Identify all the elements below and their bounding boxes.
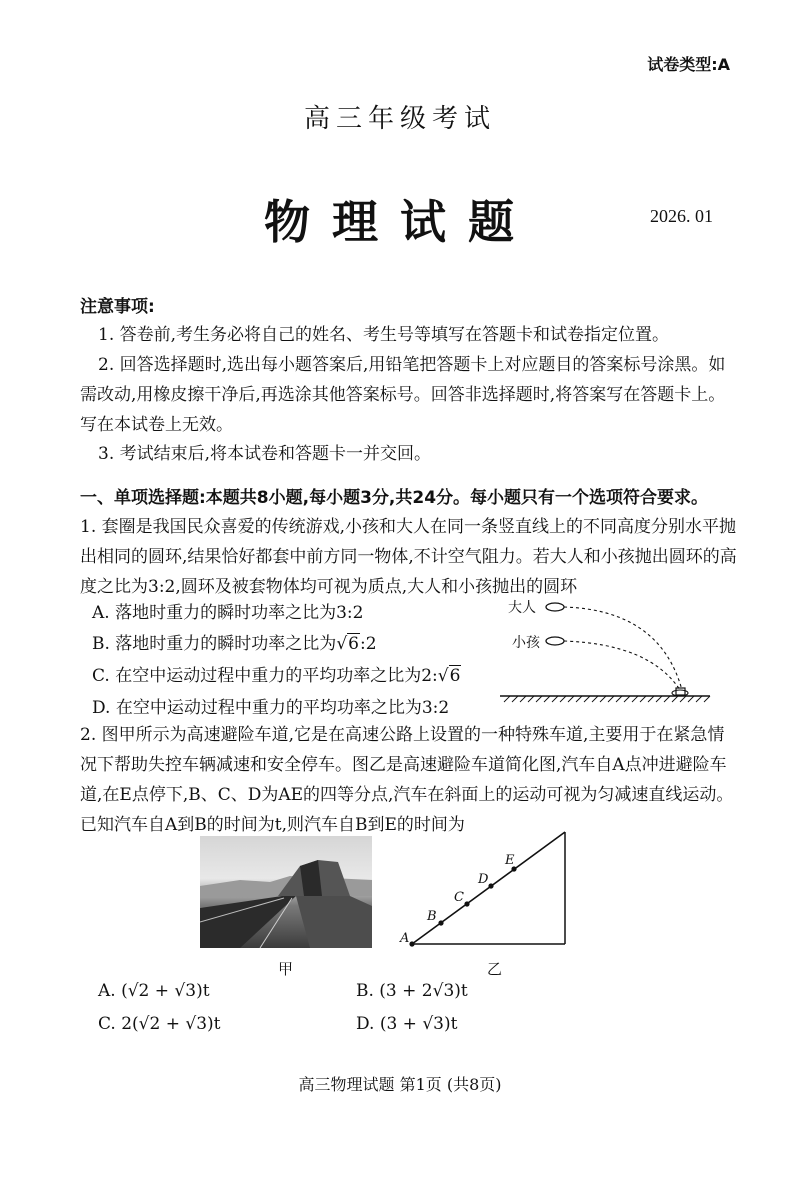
point-d-label: D <box>478 872 489 887</box>
ring-toss-diagram <box>490 592 720 714</box>
escape-lane-photo <box>200 836 372 948</box>
question-2-option-b: B. (3 + 2√3)t <box>356 981 468 1001</box>
child-ring-icon <box>546 637 564 645</box>
notes-heading: 注意事项: <box>80 297 155 317</box>
adult-trajectory <box>564 607 682 690</box>
photo-caption: 甲 <box>278 960 294 978</box>
target-object <box>676 688 685 695</box>
exam-date: 2026. 01 <box>650 206 713 226</box>
note-item-3: 3. 考试结束后,将本试卷和答题卡一并交回。 <box>98 444 432 464</box>
child-trajectory <box>564 641 680 690</box>
question-1-option-c: C. 在空中运动过程中重力的平均功率之比为2:√6 <box>92 666 461 686</box>
question-2-option-a: A. (√2 + √3)t <box>98 981 210 1001</box>
question-2-option-d: D. (3 + √3)t <box>356 1014 458 1034</box>
point-a-dot <box>409 941 414 946</box>
note-item-2: 2. 回答选择题时,选出每小题答案后,用铅笔把答题卡上对应题目的答案标号涂黑。如需改动,用橡皮擦干净后,再选涂其他答案标号。回答非选择题时,将答案写在答题卡上。写在本试卷上无效。 <box>80 355 726 435</box>
exam-subtitle: 高三年级考试 <box>303 104 496 134</box>
label-adult: 大人 <box>508 600 536 616</box>
label-child: 小孩 <box>512 635 540 651</box>
incline-slope <box>412 832 565 944</box>
note-item-1: 1. 答卷前,考生务必将自己的姓名、考生号等填写在答题卡和试卷指定位置。 <box>98 325 670 345</box>
exam-title: 物理试题 <box>264 195 536 249</box>
question-1-option-d: D. 在空中运动过程中重力的平均功率之比为3:2 <box>92 698 450 718</box>
diagram-caption: 乙 <box>487 960 503 978</box>
question-1-option-a: A. 落地时重力的瞬时功率之比为3:2 <box>92 603 364 623</box>
point-b-dot <box>438 920 443 925</box>
question-1-option-b: B. 落地时重力的瞬时功率之比为√6:2 <box>92 634 377 654</box>
point-e-label: E <box>505 853 515 868</box>
point-c-dot <box>464 901 469 906</box>
point-c-label: C <box>454 890 464 905</box>
ground-hatching <box>504 696 710 702</box>
question-2-stem: 2. 图甲所示为高速避险车道,它是在高速公路上设置的一种特殊车道,主要用于在紧急情况下帮助失控车辆减速和安全停车。图乙是高速避险车道简化图,汽车自A点冲进避险车道,在E点停下,B、C、D为AE的四等分点,汽车在斜面上的运动可视为匀减速直线运动。已知汽车自A到B的时间为t,则汽车自B到E的时间为 <box>80 725 734 835</box>
question-2-option-c: C. 2(√2 + √3)t <box>98 1014 221 1034</box>
paper-type-label: 试卷类型:A <box>647 55 730 74</box>
adult-ring-icon <box>546 603 564 611</box>
point-b-label: B <box>427 909 437 924</box>
page-footer: 高三物理试题 第1页 (共8页) <box>298 1075 502 1094</box>
escape-lane-diagram <box>395 826 580 950</box>
point-a-label: A <box>400 931 410 946</box>
point-d-dot <box>488 883 493 888</box>
question-1-stem: 1. 套圈是我国民众喜爱的传统游戏,小孩和大人在同一条竖直线上的不同高度分别水平抛出相同的圆环,结果恰好都套中前方同一物体,不计空气阻力。若大人和小孩抛出圆环的高度之比为3:2,圆环及被套物体均可视为质点,大人和小孩抛出的圆环 <box>80 517 737 597</box>
section-heading: 一、单项选择题:本题共8小题,每小题3分,共24分。每小题只有一个选项符合要求。 <box>80 488 709 508</box>
